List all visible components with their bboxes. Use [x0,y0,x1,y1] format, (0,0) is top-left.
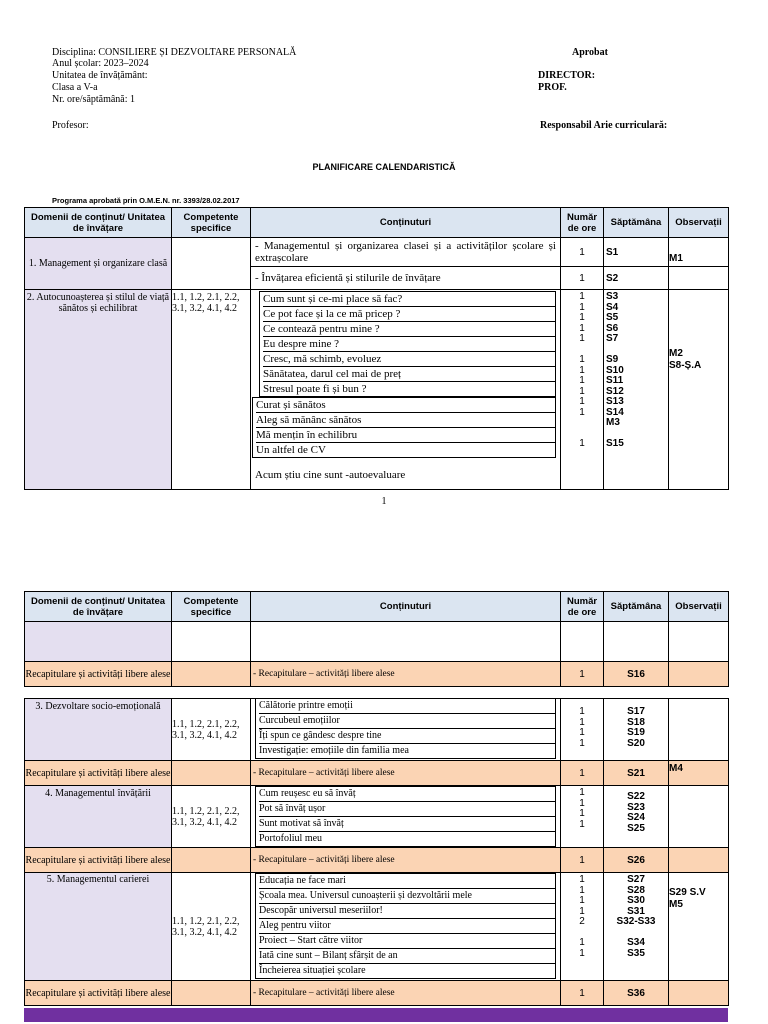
hours-value: 1 [579,809,585,819]
observation-note: M2 [669,348,683,359]
week-value [604,928,668,939]
competences-cell: 1.1, 1.2, 2.1, 2.2, 3.1, 3.2, 4.1, 4.2 [172,290,251,490]
domain-cell: 4. Managementul învățării [25,786,172,848]
hours-value: 1 [579,798,585,809]
table-row-empty [25,622,729,662]
lesson-item: Descopăr universul meseriilor! [259,904,555,919]
week-value: S14 [606,407,624,418]
lesson-item: Pot să învăț ușor [259,802,555,817]
week-value: S3 [606,292,619,302]
week-cell: S26 [604,848,669,873]
hours-value [561,429,603,440]
school-year-label: Anul școlar: 2023–2024 [52,58,149,69]
hours-cell: 1 [561,662,604,687]
hours-cell: 1 [561,267,604,290]
hours-value: 1 [579,906,585,917]
week-value: S20 [627,738,645,749]
lesson-item: Curcubeul emoțiilor [259,714,555,729]
lesson-item: Investigație: emoțiile din familia mea [259,745,409,756]
lesson-item: Ce pot face și la ce mă pricep ? [263,307,555,322]
hours-value: 1 [579,397,585,407]
school-unit-label: Unitatea de învățământ: [52,70,148,81]
week-value: S10 [606,365,624,376]
approved-label: Aprobat [572,47,608,58]
col-header-domain: Domenii de conținut/ Unitatea de învățare [25,208,172,238]
hours-cell: 1 [561,761,604,786]
hours-value: 1 [579,334,585,344]
col-header-contents: Conținuturi [251,208,561,238]
content-cell [251,786,561,848]
content-cell [251,699,561,761]
week-value: S24 [627,813,645,823]
hours-value: 1 [579,738,585,749]
table-header-row [25,208,729,238]
teacher-label: Profesor: [52,120,89,131]
col-header-hours: Număr de ore [561,592,604,622]
hours-cell: 1 [561,848,604,873]
week-value: S12 [606,386,624,397]
lesson-list-inner [259,291,556,397]
hours-value: 1 [579,717,585,728]
page-number: 1 [381,496,387,507]
lesson-item: Portofoliul meu [259,833,323,844]
lesson-item: Sănătatea, darul cel mai de preț [263,367,555,382]
page-title: PLANIFICARE CALENDARISTICĂ [312,162,456,172]
week-value: S27 [627,875,645,885]
domain-cell: 1. Management și organizare clasă [25,238,172,290]
week-value: S18 [627,717,645,728]
content-cell: - Recapitulare – activități libere alese [251,662,561,687]
lesson-item: Educația ne face mari [259,874,555,889]
col-header-week: Săptămâna [604,592,669,622]
domain-cell: Recapitulare și activități libere alese [25,848,172,873]
director-label: DIRECTOR: [538,70,596,81]
hours-value: 1 [579,819,585,830]
hours-value: 1 [579,707,585,717]
content-cell: - Învățarea eficientă și stilurile de învățare [251,267,561,290]
col-header-competences: Competente specifice [172,208,251,238]
hours-value [561,345,603,356]
col-header-domain: Domenii de conținut/ Unitatea de învățare [25,592,172,622]
week-cell [604,873,669,981]
week-cell: S36 [604,981,669,1006]
lesson-item: Stresul poate fi și bun ? [263,383,367,395]
week-cell: S2 [604,267,669,290]
col-header-observations: Observații [669,592,729,622]
week-value: S15 [606,439,624,449]
domain-cell [25,622,172,662]
lesson-item: Cresc, mă schimb, evoluez [263,352,555,367]
week-value: S17 [627,707,645,717]
hours-value: 1 [579,948,585,959]
week-cell: S16 [604,662,669,687]
program-note: Programa aprobată prin O.M.E.N. nr. 3393/28.02.2017 [52,196,240,205]
table-header-row [25,592,729,622]
hours-value: 1 [579,376,585,386]
col-header-week: Săptămâna [604,208,669,238]
hours-cell [561,873,604,981]
hours-value: 1 [579,355,585,365]
observation-note: S8-Ș.A [669,360,702,371]
content-cell: - Recapitulare – activități libere alese [251,761,561,786]
week-cell [604,290,669,490]
table-row [25,699,729,761]
hours-value: 1 [579,323,585,334]
lesson-item: Acum știu cine sunt -autoevaluare [255,469,406,481]
lesson-item: Mă mențin în echilibru [256,428,555,443]
planning-table-2 [24,591,729,1006]
table-row [25,290,729,490]
domain-cell: 3. Dezvoltare socio-emoțională [25,699,172,761]
week-value: S19 [627,728,645,738]
content-cell: - Recapitulare – activități libere alese [251,981,561,1006]
week-value: S22 [627,792,645,802]
hours-value: 1 [579,407,585,418]
hours-value: 2 [579,917,585,927]
week-value: M3 [606,418,620,428]
hours-value: 1 [579,292,585,302]
hours-cell [561,290,604,490]
lesson-item: Eu despre mine ? [263,337,555,352]
week-value: S30 [627,896,645,906]
table-row [25,873,729,981]
week-value: S34 [627,938,645,948]
lesson-item: Încheierea situației școlare [259,965,366,976]
observation-note: M5 [669,899,683,910]
hours-value: 1 [579,386,585,397]
week-value: S11 [606,376,624,386]
planning-table-1 [24,207,729,490]
observation-note: S29 S.V [669,887,706,898]
hours-value: 1 [579,728,585,738]
week-cell: S1 [604,238,669,267]
hours-per-week-label: Nr. ore/săptămână: 1 [52,94,136,105]
discipline-label: Disciplina: CONSILIERE ȘI DEZVOLTARE PERSONALĂ [52,47,297,58]
week-cell: S21 [604,761,669,786]
content-cell: - Managementul și organizarea clasei și a activităților școlare și extrașcolare [251,238,561,267]
week-value: S6 [606,323,619,334]
competences-cell [172,238,251,290]
recap-row [25,848,729,873]
lesson-item: Proiect – Start către viitor [259,934,555,949]
lesson-item: Călătorie printre emoții [259,699,555,714]
week-value: S23 [627,802,645,813]
observation-cell: M4 [669,761,729,786]
lesson-item: Îți spun ce gândesc despre tine [259,729,555,744]
content-cell [251,290,561,490]
recap-row [25,662,729,687]
hours-value: 1 [579,885,585,896]
competences-cell: 1.1, 1.2, 2.1, 2.2, 3.1, 3.2, 4.1, 4.2 [172,786,251,848]
hours-cell [561,699,604,761]
prof-label: PROF. [538,82,567,93]
hours-cell: 1 [561,981,604,1006]
col-header-hours: Număr de ore [561,208,604,238]
week-value [606,345,668,356]
lesson-item: Un altfel de CV [256,444,326,456]
hours-value: 1 [579,875,585,885]
recap-row [25,981,729,1006]
hours-cell: 1 [561,238,604,267]
hours-value: 1 [579,302,585,313]
hours-value: 1 [579,313,585,323]
observation-cell: M1 [669,238,729,267]
domain-cell: Recapitulare și activități libere alese [25,981,172,1006]
hours-value: 1 [579,439,585,449]
curricular-responsible-label: Responsabil Arie curriculară: [540,120,668,131]
lesson-item: Școala mea. Universul cunoașterii și dezvoltării mele [259,889,555,904]
week-value: S13 [606,397,624,407]
week-value: S31 [627,906,645,917]
observation-cell [669,267,729,290]
lesson-list-outer [252,397,556,458]
lesson-item: Sunt motivat să învăț [259,817,555,832]
lesson-item: Aleg pentru viitor [259,919,555,934]
week-value: S4 [606,302,619,313]
competences-cell: 1.1, 1.2, 2.1, 2.2, 3.1, 3.2, 4.1, 4.2 [172,699,251,761]
week-value [606,429,668,440]
hours-value: 1 [579,896,585,906]
content-cell [251,873,561,981]
lesson-item: Ce contează pentru mine ? [263,322,555,337]
domain-cell: 2. Autocunoașterea și stilul de viață sănătos și echilibrat [25,290,172,490]
hours-cell [561,786,604,848]
week-value: S28 [627,885,645,896]
week-value: S32-S33 [616,917,656,927]
hours-value [561,928,603,939]
week-value: S9 [606,355,619,365]
week-value: S35 [627,948,645,959]
domain-cell: Recapitulare și activități libere alese [25,761,172,786]
week-value: S5 [606,313,619,323]
hours-value: 1 [579,938,585,948]
lesson-item: Cum reușesc eu să învăț [259,787,555,802]
week-cell [604,699,669,761]
table-row [25,786,729,848]
domain-cell: Recapitulare și activități libere alese [25,662,172,687]
lesson-item: Curat și sănătos [256,398,555,413]
week-value: S7 [606,334,619,344]
footer-bar [24,1008,728,1022]
spacer-row [25,687,729,699]
lesson-item: Cum sunt și ce-mi place să fac? [263,292,555,307]
class-label: Clasa a V-a [52,82,98,93]
recap-row [25,761,729,786]
week-value: S25 [627,823,645,834]
domain-cell: 5. Managementul carierei [25,873,172,981]
lesson-item: Iată cine sunt – Bilanț sfârșit de an [259,949,555,964]
hours-value: 1 [579,788,585,798]
competences-cell: 1.1, 1.2, 2.1, 2.2, 3.1, 3.2, 4.1, 4.2 [172,873,251,981]
table-row [25,238,729,267]
col-header-competences: Competente specifice [172,592,251,622]
observation-cell [669,873,729,981]
lesson-item: Aleg să mănânc sănătos [256,413,555,428]
hours-value [561,418,603,429]
col-header-contents: Conținuturi [251,592,561,622]
week-cell [604,786,669,848]
observation-cell [669,290,729,490]
col-header-observations: Observații [669,208,729,238]
hours-value: 1 [579,365,585,376]
content-cell: - Recapitulare – activități libere alese [251,848,561,873]
